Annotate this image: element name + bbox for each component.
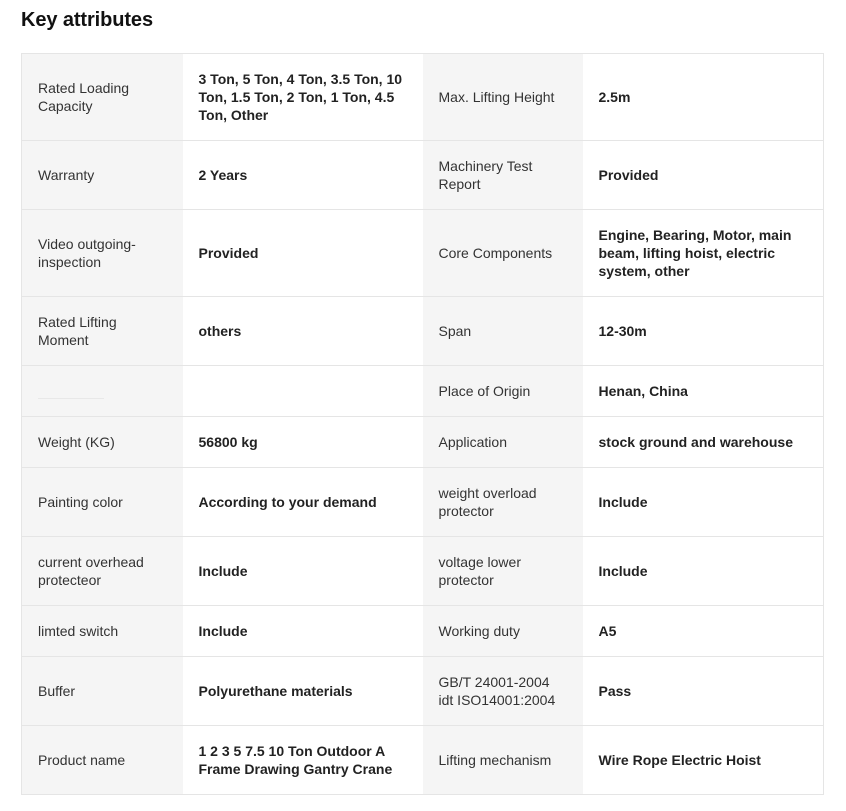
attribute-label: current overhead protecteor <box>22 537 183 606</box>
attribute-label: Max. Lifting Height <box>423 54 583 141</box>
attribute-value: 1 2 3 5 7.5 10 Ton Outdoor A Frame Drawing Gantry Crane <box>183 726 423 795</box>
table-row <box>22 606 824 657</box>
attribute-label: Lifting mechanism <box>423 726 583 795</box>
attribute-value <box>183 366 423 417</box>
attribute-value: 2.5m <box>583 54 824 141</box>
attribute-label: Application <box>423 417 583 468</box>
attribute-value: Include <box>183 537 423 606</box>
attribute-value: Include <box>183 606 423 657</box>
attribute-value: Pass <box>583 657 824 726</box>
attribute-label: Rated Loading Capacity <box>22 54 183 141</box>
attribute-value: 3 Ton, 5 Ton, 4 Ton, 3.5 Ton, 10 Ton, 1.5 Ton, 2 Ton, 1 Ton, 4.5 Ton, Other <box>183 54 423 141</box>
attribute-value: Polyurethane materials <box>183 657 423 726</box>
table-row <box>22 417 824 468</box>
attribute-value: Engine, Bearing, Motor, main beam, lifting hoist, electric system, other <box>583 210 824 297</box>
attribute-value: stock ground and warehouse <box>583 417 824 468</box>
attribute-label: Rated Lifting Moment <box>22 297 183 366</box>
table-row <box>22 297 824 366</box>
attribute-label-empty <box>22 366 183 417</box>
attribute-label: Working duty <box>423 606 583 657</box>
attribute-value: Provided <box>183 210 423 297</box>
attribute-label: Machinery Test Report <box>423 141 583 210</box>
empty-label-line <box>38 398 104 399</box>
attribute-label: Span <box>423 297 583 366</box>
table-row <box>22 468 824 537</box>
attribute-label: Buffer <box>22 657 183 726</box>
table-row <box>22 54 824 141</box>
attribute-value: Include <box>583 537 824 606</box>
attribute-label: Place of Origin <box>423 366 583 417</box>
attribute-value: 12-30m <box>583 297 824 366</box>
attribute-value: Provided <box>583 141 824 210</box>
table-row <box>22 726 824 795</box>
attribute-value: others <box>183 297 423 366</box>
attribute-label: Product name <box>22 726 183 795</box>
attributes-table <box>21 53 824 795</box>
attribute-value: Henan, China <box>583 366 824 417</box>
attribute-label: voltage lower protector <box>423 537 583 606</box>
table-row <box>22 210 824 297</box>
attribute-label: Weight (KG) <box>22 417 183 468</box>
table-row <box>22 537 824 606</box>
attribute-value: A5 <box>583 606 824 657</box>
attribute-label: Core Components <box>423 210 583 297</box>
table-row <box>22 657 824 726</box>
section-heading: Key attributes <box>21 9 153 31</box>
attribute-label: Painting color <box>22 468 183 537</box>
table-row <box>22 366 824 417</box>
attribute-value: 2 Years <box>183 141 423 210</box>
attribute-value: Wire Rope Electric Hoist <box>583 726 824 795</box>
attribute-value: 56800 kg <box>183 417 423 468</box>
attribute-label: limted switch <box>22 606 183 657</box>
attribute-label: GB/T 24001-2004 idt ISO14001:2004 <box>423 657 583 726</box>
attribute-label: weight overload protector <box>423 468 583 537</box>
attribute-label: Warranty <box>22 141 183 210</box>
attribute-label: Video outgoing-inspection <box>22 210 183 297</box>
table-row <box>22 141 824 210</box>
attribute-value: Include <box>583 468 824 537</box>
attribute-value: According to your demand <box>183 468 423 537</box>
